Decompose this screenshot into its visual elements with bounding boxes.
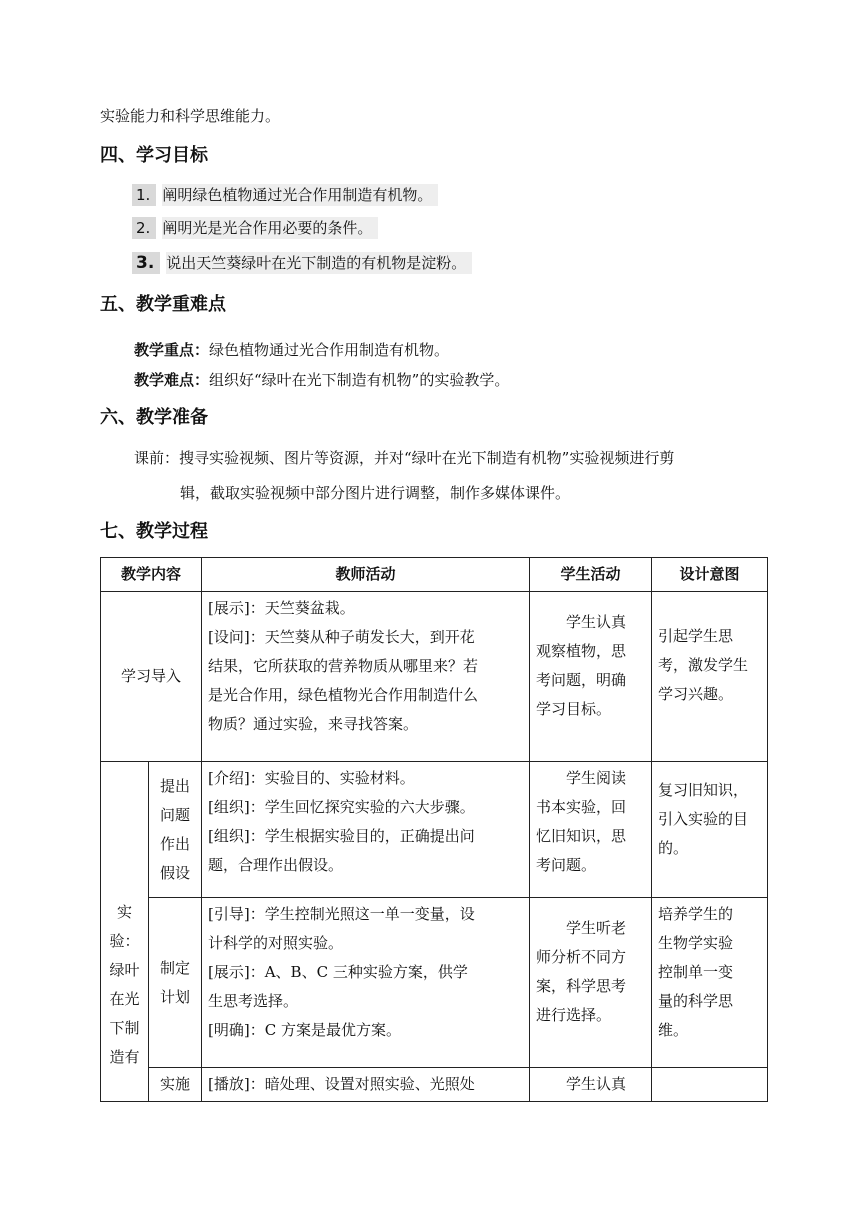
preparation-line-2: 辑，截取实验视频中部分图片进行调整，制作多媒体课件。 [180,484,571,502]
sub-content-cell [149,762,202,898]
student-line: 学生阅读 [566,769,627,787]
intent-line: 引入实验的目 [658,810,749,828]
sub-content-line: 制定 [160,958,191,977]
student-line: 学生认真 [566,613,627,631]
sub-content-line: 问题 [160,805,191,824]
student-activity-cell [530,592,652,762]
teacher-line: [引导]：学生控制光照这一单一变量，设 [208,905,475,923]
key-point-text: 绿色植物通过光合作用制造有机物。 [209,341,450,359]
student-activity-cell [530,898,652,1068]
teacher-activity-cell [202,762,530,898]
section6-heading: 六、教学准备 [100,407,208,428]
header-content: 教学内容 [101,558,202,592]
experiment-label-line: 下制 [109,1019,140,1037]
intent-line: 控制单一变 [658,963,734,981]
experiment-label-cell [101,762,149,1102]
intent-line: 考，激发学生 [658,656,749,674]
student-line: 书本实验，回 [536,798,627,816]
objective-item [132,184,438,206]
row-content-label: 学习导入 [121,667,182,685]
preparation-line-1: 课前：搜寻实验视频、图片等资源，并对“绿叶在光下制造有机物”实验视频进行剪 [134,449,675,467]
sub-content-line: 计划 [160,987,191,1006]
sub-content-cell [149,898,202,1068]
teacher-line: 计科学的对照实验。 [208,934,344,952]
teacher-line: [组织]：学生根据实验目的，正确提出问 [208,827,475,845]
teacher-line: 题，合理作出假设。 [208,856,344,874]
student-line: 忆旧知识，思 [536,827,627,845]
objective-text: 说出天竺葵绿叶在光下制造的有机物是淀粉。 [166,252,472,274]
student-activity-cell [530,762,652,898]
intent-cell [652,1068,768,1102]
objective-number: 1. [132,184,156,206]
experiment-label-line: 在光 [109,990,140,1008]
intent-line: 复习旧知识， [658,781,749,799]
difficulty-label: 教学难点： [134,371,210,389]
sub-content-line: 提出 [160,776,191,795]
row-content-cell [101,592,202,762]
intent-line: 引起学生思 [658,627,734,645]
table-row [101,898,768,1068]
teacher-line: 结果，它所获取的营养物质从哪里来？若 [208,657,479,675]
teacher-line: [介绍]：实验目的、实验材料。 [208,769,415,787]
student-line: 学生认真 [566,1075,627,1093]
intent-line: 维。 [658,1021,689,1039]
intent-line: 培养学生的 [658,905,734,923]
objective-text: 阐明光是光合作用必要的条件。 [162,217,378,239]
student-line: 学习目标。 [536,700,612,718]
intent-line: 生物学实验 [658,934,734,952]
intent-line: 的。 [658,839,689,857]
objective-item [132,252,472,274]
teacher-activity-cell [202,898,530,1068]
teacher-line: 生思考选择。 [208,992,299,1010]
intent-cell [652,762,768,898]
teacher-line: [设问]：天竺葵从种子萌发长大，到开花 [208,628,475,646]
table-row [101,592,768,762]
table-row [101,762,768,898]
intent-line: 学习兴趣。 [658,685,734,703]
teaching-process-table [100,557,768,1102]
intent-cell [652,898,768,1068]
experiment-label-line: 验： [109,932,140,950]
teacher-line: [组织]：学生回忆探究实验的六大步骤。 [208,798,475,816]
student-activity-cell [530,1068,652,1102]
intent-cell [652,592,768,762]
teacher-activity-cell [202,1068,530,1102]
teacher-line: [展示]：A、B、C 三种实验方案，供学 [208,963,468,981]
section5-heading: 五、教学重难点 [100,294,226,315]
student-line: 考问题。 [536,856,597,874]
header-teacher: 教师活动 [202,558,530,592]
section7-heading: 七、教学过程 [100,521,208,542]
header-student: 学生活动 [530,558,652,592]
student-line: 观察植物，思 [536,642,627,660]
teacher-activity-cell [202,592,530,762]
student-line: 考问题，明确 [536,671,627,689]
key-point-line [134,340,449,360]
student-line: 学生听老 [566,919,627,937]
student-line: 案，科学思考 [536,977,627,995]
objective-text: 阐明绿色植物通过光合作用制造有机物。 [162,184,438,206]
teacher-line: [播放]：暗处理、设置对照实验、光照处 [208,1075,475,1093]
difficulty-line [134,370,509,390]
experiment-label-line: 造有 [109,1048,140,1066]
student-line: 师分析不同方 [536,948,627,966]
experiment-label-line: 实 [116,903,132,921]
table-row [101,1068,768,1102]
key-point-label: 教学重点： [134,341,210,359]
objective-number: 2. [132,217,156,239]
table-header-row [101,558,768,592]
difficulty-text: 组织好“绿叶在光下制造有机物”的实验教学。 [209,371,510,389]
intent-line: 量的科学思 [658,992,734,1010]
teacher-line: 是光合作用，绿色植物光合作用制造什么 [208,686,479,704]
student-line: 进行选择。 [536,1006,612,1024]
sub-content-line: 实施 [160,1075,191,1093]
sub-content-line: 假设 [160,863,191,882]
objective-number: 3. [132,252,160,274]
experiment-label-line: 绿叶 [109,961,140,979]
intro-tail-text: 实验能力和科学思维能力。 [100,107,281,125]
header-intent: 设计意图 [652,558,768,592]
sub-content-line: 作出 [160,834,191,853]
objective-item [132,217,378,239]
teacher-line: [明确]：C 方案是最优方案。 [208,1021,401,1039]
section4-heading: 四、学习目标 [100,145,208,166]
teacher-line: [展示]：天竺葵盆栽。 [208,599,355,617]
teacher-line: 物质？通过实验，来寻找答案。 [208,715,419,733]
sub-content-cell [149,1068,202,1102]
